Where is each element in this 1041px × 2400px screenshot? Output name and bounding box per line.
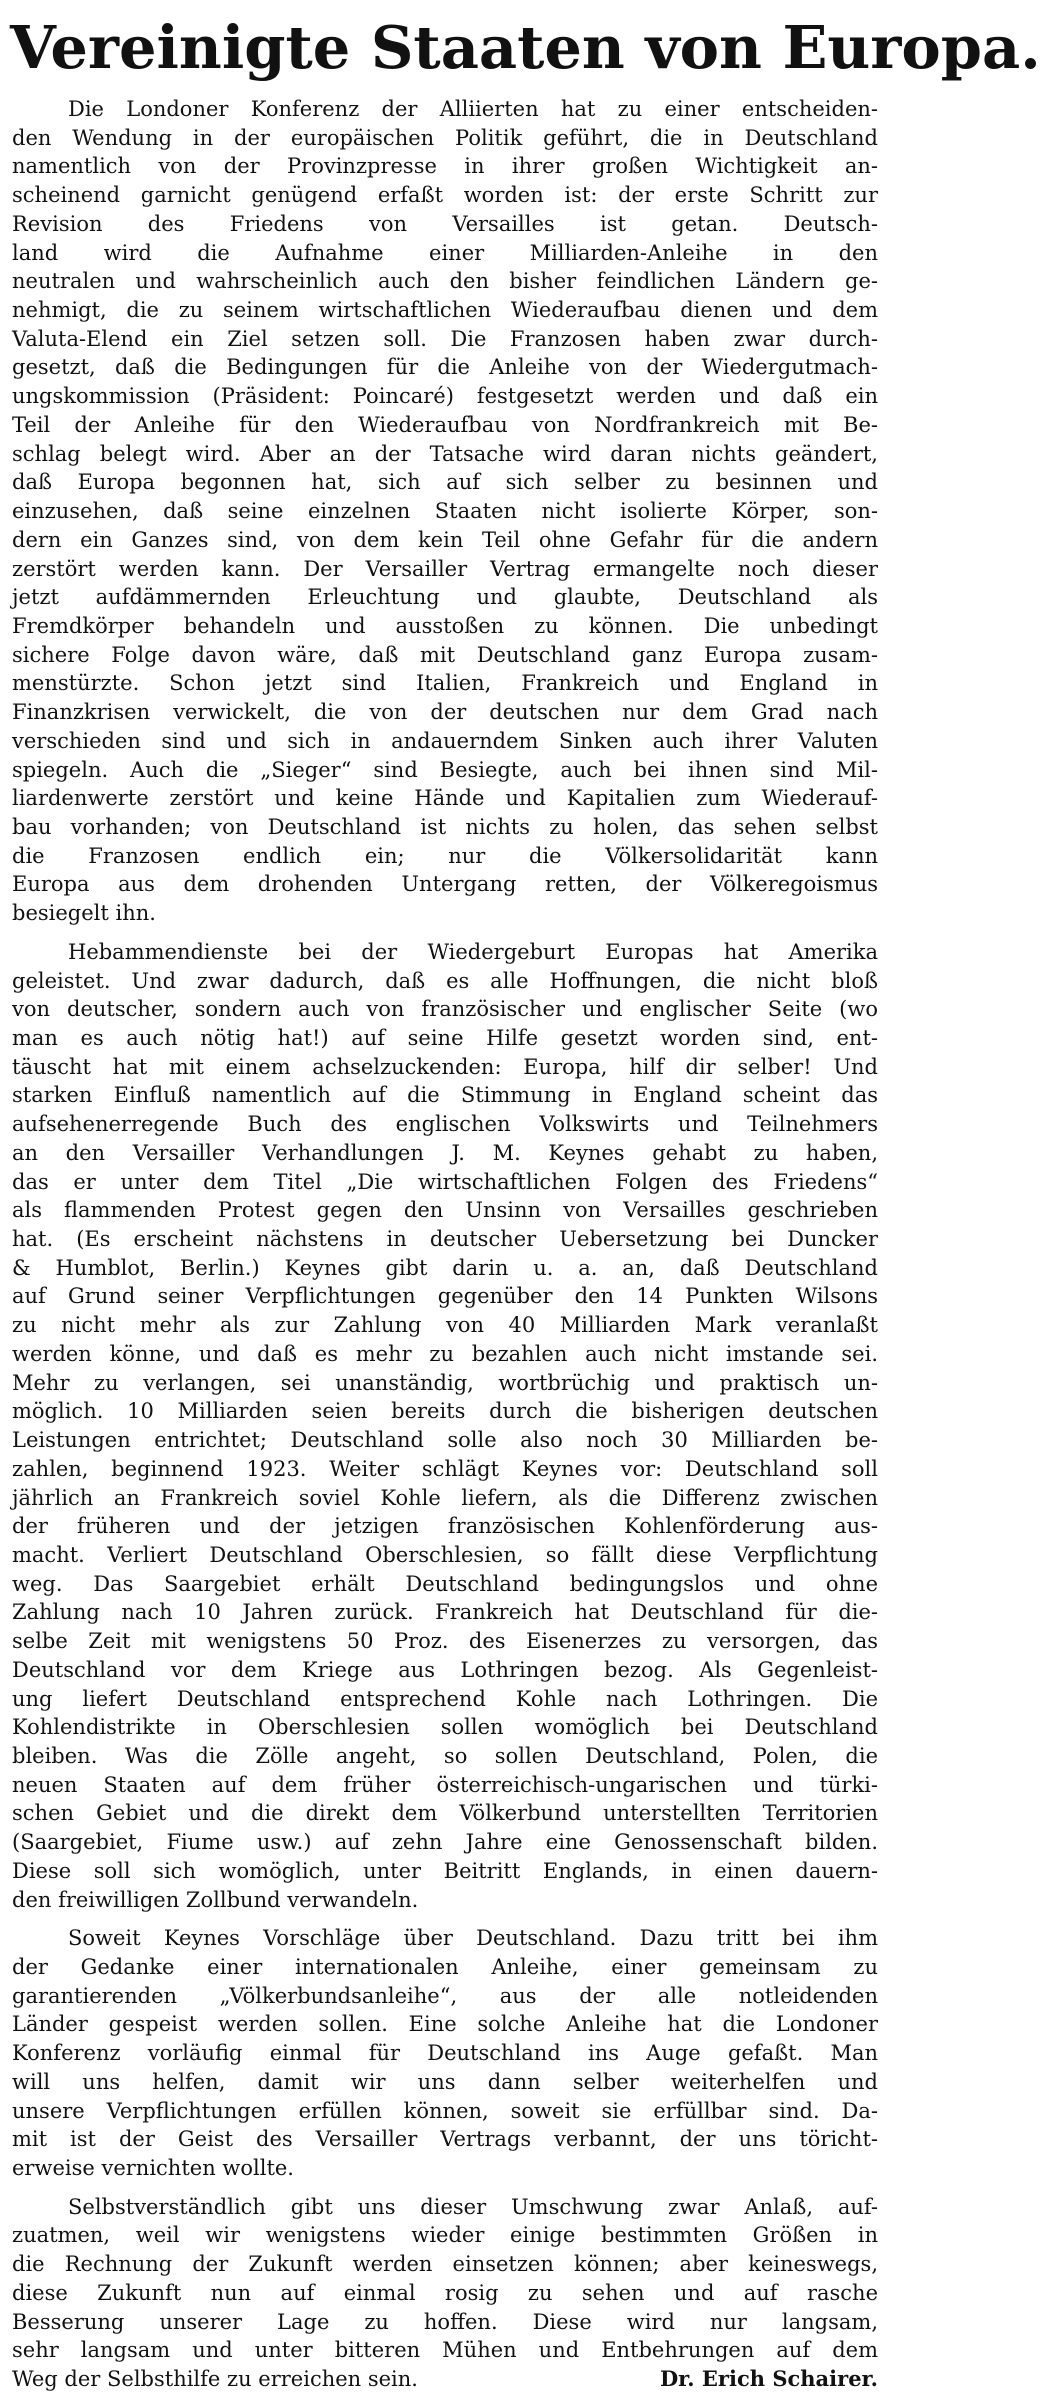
article-line: an den Versailler Verhandlungen J. M. Keynes gehabt zu haben,	[12, 1140, 878, 1165]
article-line: zu nicht mehr als zur Zahlung von 40 Milliarden Mark veranlaßt	[12, 1313, 878, 1338]
article-line: Kohlendistrikte in Oberschlesien sollen womöglich bei Deutschland	[12, 1715, 878, 1740]
article-line: liardenwerte zerstört und keine Hände und Kapitalien zum Wiederauf-	[12, 786, 878, 811]
article-line: das er unter dem Titel „Die wirtschaftlichen Folgen des Friedens“	[12, 1169, 878, 1194]
article-line: Besserung unserer Lage zu hoffen. Diese wird nur langsam,	[12, 2309, 878, 2334]
article-line: weg. Das Saargebiet erhält Deutschland bedingungslos und ohne	[12, 1571, 878, 1596]
article-line: scheinend garnicht genügend erfaßt worden ist: der erste Schritt zur	[12, 183, 878, 208]
article-line: Zahlung nach 10 Jahren zurück. Frankreich hat Deutschland für die-	[12, 1600, 878, 1625]
article-line: möglich. 10 Milliarden seien bereits durch die bisherigen deutschen	[12, 1399, 878, 1424]
article-line: neuen Staaten auf dem früher österreichisch-ungarischen und türki-	[12, 1772, 878, 1797]
article-line: sehr langsam und unter bitteren Mühen und Entbehrungen auf dem	[12, 2338, 878, 2363]
paragraph-gap	[12, 928, 878, 938]
article-line: erweise vernichten wollte.	[12, 2156, 294, 2181]
article-line: neutralen und wahrscheinlich auch den bisher feindlichen Ländern ge-	[12, 269, 878, 294]
article-line: zuatmen, weil wir wenigstens wieder einige bestimmten Größen in	[12, 2223, 878, 2248]
article-paragraph	[12, 1924, 878, 2182]
article-line: & Humblot, Berlin.) Keynes gibt darin u. a. an, daß Deutschland	[12, 1255, 878, 1280]
article-line: auf Grund seiner Verpflichtungen gegenüber den 14 Punkten Wilsons	[12, 1284, 878, 1309]
article-line: verschieden sind und sich in andauerndem Sinken auch ihrer Valuten	[12, 728, 878, 753]
article-line: namentlich von der Provinzpresse in ihrer großen Wichtigkeit an-	[12, 154, 878, 179]
article-line: Konferenz vorläufig einmal für Deutschland ins Auge gefaßt. Man	[12, 2041, 878, 2066]
article-line: Diese soll sich womöglich, unter Beitritt Englands, in einen dauern-	[12, 1858, 878, 1883]
article-line: Europa aus dem drohenden Untergang retten, der Völkeregoismus	[12, 872, 878, 897]
article-line: Deutschland vor dem Kriege aus Lothringen bezog. Als Gegenleist-	[12, 1657, 878, 1682]
article-line: Hebammendienste bei der Wiedergeburt Europas hat Amerika	[68, 939, 878, 964]
article-line: als flammenden Protest gegen den Unsinn von Versailles geschrieben	[12, 1198, 878, 1223]
article-line: zerstört werden kann. Der Versailler Vertrag ermangelte noch dieser	[12, 556, 878, 581]
article-line: einzusehen, daß seine einzelnen Staaten nicht isolierte Körper, son-	[12, 499, 878, 524]
article-line: macht. Verliert Deutschland Oberschlesien, so fällt diese Verpflichtung	[12, 1542, 878, 1567]
article-line: ung liefert Deutschland entsprechend Kohle nach Lothringen. Die	[12, 1686, 878, 1711]
article-line: schlag belegt wird. Aber an der Tatsache wird daran nichts geändert,	[12, 441, 878, 466]
article-line: diese Zukunft nun auf einmal rosig zu sehen und auf rasche	[12, 2280, 878, 2305]
paragraph-gap	[12, 1914, 878, 1924]
article-paragraph	[12, 938, 878, 1914]
article-line: täuscht hat mit einem achselzuckenden: Europa, hilf dir selber! Und	[12, 1054, 878, 1079]
article-line: dern ein Ganzes sind, von dem kein Teil ohne Gefahr für die andern	[12, 527, 878, 552]
closing-text: Weg der Selbsthilfe zu erreichen sein.	[12, 2367, 418, 2392]
article-line: Teil der Anleihe für den Wiederaufbau von Nordfrankreich mit Be-	[12, 412, 878, 437]
article-line: jährlich an Frankreich soviel Kohle liefern, als die Differenz zwischen	[12, 1485, 878, 1510]
article-line: gesetzt, daß die Bedingungen für die Anleihe von der Wiedergutmach-	[12, 355, 878, 380]
article-line: will uns helfen, damit wir uns dann selber weiterhelfen und	[12, 2069, 878, 2094]
article-line: Finanzkrisen verwickelt, die von der deutschen nur dem Grad nach	[12, 700, 878, 725]
article-line: man es auch nötig hat!) auf seine Hilfe gesetzt worden sind, ent-	[12, 1026, 878, 1050]
headline: Vereinigte Staaten von Europa.	[10, 13, 1041, 82]
article-line: Selbstverständlich gibt uns dieser Umschwung zwar Anlaß, auf-	[68, 2194, 878, 2219]
article-line: schen Gebiet und die direkt dem Völkerbund unterstellten Territorien	[12, 1801, 878, 1826]
article-line: besiegelt ihn.	[12, 901, 156, 926]
article-body	[12, 95, 878, 2394]
article-line: bleiben. Was die Zölle angeht, so sollen Deutschland, Polen, die	[12, 1743, 878, 1768]
article-line: land wird die Aufnahme einer Milliarden-Anleihe in den	[12, 240, 878, 265]
article-line: von deutscher, sondern auch von französischer und englischer Seite (wo	[12, 997, 878, 1022]
article-line: hat. (Es erscheint nächstens in deutscher Uebersetzung bei Duncker	[12, 1227, 878, 1252]
article-paragraph	[12, 95, 878, 928]
article-line: sichere Folge davon wäre, daß mit Deutschland ganz Europa zusam-	[12, 642, 878, 667]
article-line: menstürzte. Schon jetzt sind Italien, Frankreich und England in	[12, 671, 878, 696]
article-paragraph	[12, 2193, 878, 2394]
article-line: Soweit Keynes Vorschläge über Deutschland. Dazu tritt bei ihm	[68, 1926, 878, 1951]
article-line: daß Europa begonnen hat, sich auf sich selber zu besinnen und	[12, 470, 878, 495]
article-line: die Franzosen endlich ein; nur die Völkersolidarität kann	[12, 843, 878, 868]
article-line: aufsehenerregende Buch des englischen Volkswirts und Teilnehmers	[12, 1112, 878, 1137]
article-line: Revision des Friedens von Versailles ist getan. Deutsch-	[12, 211, 878, 236]
paragraph-gap	[12, 2183, 878, 2193]
article-line: der Gedanke einer internationalen Anleihe, einer gemeinsam zu	[12, 1955, 878, 1979]
author-signature: Dr. Erich Schairer.	[659, 2366, 878, 2392]
article-line: unsere Verpflichtungen erfüllen können, soweit sie erfüllbar sind. Da-	[12, 2098, 878, 2123]
article-line: mit ist der Geist des Versailler Vertrags verbannt, der uns töricht-	[12, 2127, 878, 2152]
article-line: Leistungen entrichtet; Deutschland solle also noch 30 Milliarden be-	[12, 1428, 878, 1453]
article-line: starken Einfluß namentlich auf die Stimmung in England scheint das	[12, 1083, 878, 1108]
article-line: Fremdkörper behandeln und ausstoßen zu können. Die unbedingt	[12, 613, 878, 638]
article-line: Valuta-Elend ein Ziel setzen soll. Die Franzosen haben zwar durch-	[12, 326, 878, 351]
article-line: garantierenden „Völkerbundsanleihe“, aus der alle notleidenden	[12, 1983, 878, 2008]
article-line: werden könne, und daß es mehr zu bezahlen auch nicht imstande sei.	[12, 1341, 878, 1366]
article-line: Die Londoner Konferenz der Alliierten hat zu einer entscheiden-	[68, 97, 878, 121]
article-line: Mehr zu verlangen, sei unanständig, wortbrüchig und praktisch un-	[12, 1370, 878, 1395]
article-line: spiegeln. Auch die „Sieger“ sind Besiegte, auch bei ihnen sind Mil-	[12, 757, 878, 782]
article-line: ungskommission (Präsident: Poincaré) festgesetzt werden und daß ein	[12, 384, 878, 409]
article-line: bau vorhanden; von Deutschland ist nichts zu holen, das sehen selbst	[12, 814, 878, 839]
article-line: jetzt aufdämmernden Erleuchtung und glaubte, Deutschland als	[12, 585, 878, 610]
article-line: (Saargebiet, Fiume usw.) auf zehn Jahre eine Genossenschaft bilden.	[12, 1830, 878, 1855]
closing-line	[12, 2365, 878, 2394]
article-line: geleistet. Und zwar dadurch, daß es alle Hoffnungen, die nicht bloß	[12, 968, 878, 993]
article-line: Länder gespeist werden sollen. Eine solche Anleihe hat die Londoner	[12, 2012, 878, 2037]
article-line: der früheren und der jetzigen französischen Kohlenförderung aus-	[12, 1514, 878, 1539]
article-line: die Rechnung der Zukunft werden einsetzen können; aber keineswegs,	[12, 2252, 878, 2277]
article-line: nehmigt, die zu seinem wirtschaftlichen Wiederaufbau dienen und dem	[12, 298, 878, 323]
article-line: zahlen, beginnend 1923. Weiter schlägt Keynes vor: Deutschland soll	[12, 1456, 878, 1481]
article-line: den Wendung in der europäischen Politik geführt, die in Deutschland	[12, 125, 878, 150]
article-line: selbe Zeit mit wenigstens 50 Proz. des Eisenerzes zu versorgen, das	[12, 1629, 878, 1654]
article-line: den freiwilligen Zollbund verwandeln.	[12, 1887, 419, 1912]
